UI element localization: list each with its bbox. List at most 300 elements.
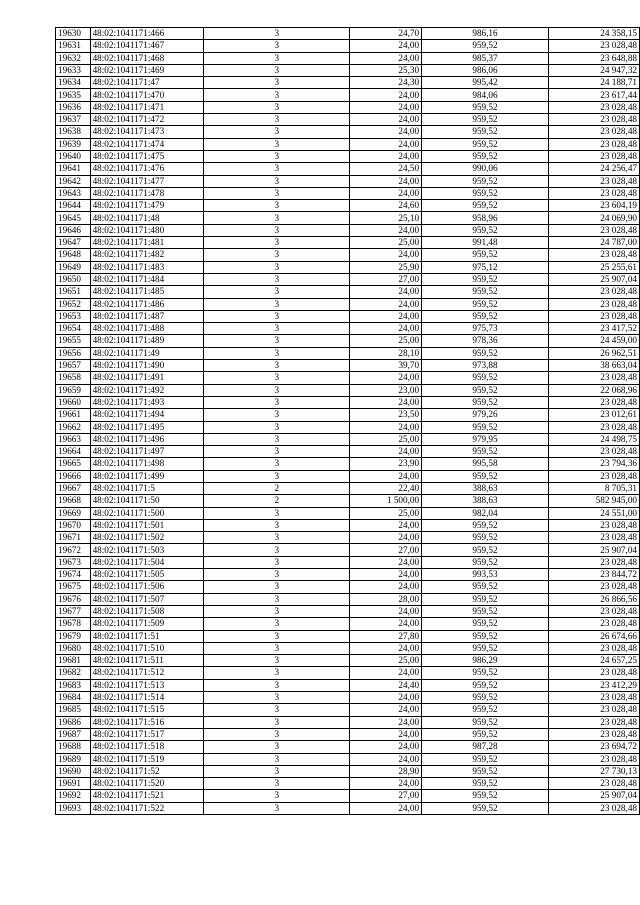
rate-cell: 959,52 <box>422 396 549 408</box>
value-cell: 25 907,04 <box>548 273 639 285</box>
cadastral-number-cell: 48:02:1041171:497 <box>90 446 204 458</box>
table-row <box>56 679 640 691</box>
cadastral-number-cell: 48:02:1041171:509 <box>90 618 204 630</box>
rate-cell: 959,52 <box>422 790 549 802</box>
value-cell: 23 694,72 <box>548 741 639 753</box>
table-row <box>56 237 640 249</box>
rate-cell: 959,52 <box>422 630 549 642</box>
cadastral-number-cell: 48:02:1041171:507 <box>90 593 204 605</box>
rate-cell: 959,52 <box>422 286 549 298</box>
row-number-cell: 19653 <box>56 310 91 322</box>
value-cell: 23 028,48 <box>548 310 639 322</box>
rate-cell: 959,52 <box>422 298 549 310</box>
row-number-cell: 19664 <box>56 446 91 458</box>
cadastral-number-cell: 48:02:1041171:500 <box>90 507 204 519</box>
rate-cell: 959,52 <box>422 175 549 187</box>
table-row <box>56 458 640 470</box>
category-cell: 3 <box>204 569 350 581</box>
table-row <box>56 347 640 359</box>
rate-cell: 959,52 <box>422 532 549 544</box>
rate-cell: 959,52 <box>422 273 549 285</box>
row-number-cell: 19677 <box>56 605 91 617</box>
rate-cell: 979,26 <box>422 409 549 421</box>
row-number-cell: 19661 <box>56 409 91 421</box>
area-cell: 24,00 <box>350 642 422 654</box>
rate-cell: 959,52 <box>422 593 549 605</box>
value-cell: 23 028,48 <box>548 581 639 593</box>
table-row <box>56 716 640 728</box>
category-cell: 3 <box>204 101 350 113</box>
category-cell: 3 <box>204 347 350 359</box>
cadastral-number-cell: 48:02:1041171:487 <box>90 310 204 322</box>
cadastral-number-cell: 48:02:1041171:488 <box>90 323 204 335</box>
area-cell: 39,70 <box>350 360 422 372</box>
cadastral-number-cell: 48:02:1041171:506 <box>90 581 204 593</box>
value-cell: 23 028,48 <box>548 470 639 482</box>
area-cell: 24,00 <box>350 249 422 261</box>
value-cell: 23 028,48 <box>548 716 639 728</box>
value-cell: 582 945,00 <box>548 495 639 507</box>
rate-cell: 995,58 <box>422 458 549 470</box>
cadastral-number-cell: 48:02:1041171:505 <box>90 569 204 581</box>
area-cell: 24,00 <box>350 778 422 790</box>
category-cell: 3 <box>204 519 350 531</box>
cadastral-number-cell: 48:02:1041171:490 <box>90 360 204 372</box>
category-cell: 3 <box>204 728 350 740</box>
cadastral-number-cell: 48:02:1041171:467 <box>90 40 204 52</box>
row-number-cell: 19655 <box>56 335 91 347</box>
value-cell: 24 358,15 <box>548 28 639 40</box>
area-cell: 24,00 <box>350 556 422 568</box>
rate-cell: 959,52 <box>422 249 549 261</box>
value-cell: 23 417,52 <box>548 323 639 335</box>
value-cell: 23 028,48 <box>548 138 639 150</box>
row-number-cell: 19690 <box>56 765 91 777</box>
table-row <box>56 642 640 654</box>
cadastral-number-cell: 48:02:1041171:51 <box>90 630 204 642</box>
row-number-cell: 19637 <box>56 114 91 126</box>
area-cell: 24,00 <box>350 126 422 138</box>
row-number-cell: 19686 <box>56 716 91 728</box>
rate-cell: 959,52 <box>422 310 549 322</box>
cadastral-number-cell: 48:02:1041171:474 <box>90 138 204 150</box>
cadastral-number-cell: 48:02:1041171:486 <box>90 298 204 310</box>
table-row <box>56 261 640 273</box>
rate-cell: 959,52 <box>422 114 549 126</box>
table-row <box>56 273 640 285</box>
area-cell: 24,00 <box>350 396 422 408</box>
rate-cell: 959,52 <box>422 470 549 482</box>
category-cell: 3 <box>204 273 350 285</box>
area-cell: 24,00 <box>350 618 422 630</box>
row-number-cell: 19660 <box>56 396 91 408</box>
value-cell: 23 028,48 <box>548 446 639 458</box>
cadastral-number-cell: 48:02:1041171:495 <box>90 421 204 433</box>
area-cell: 24,30 <box>350 77 422 89</box>
value-cell: 23 028,48 <box>548 396 639 408</box>
table-row <box>56 790 640 802</box>
area-cell: 23,50 <box>350 409 422 421</box>
category-cell: 3 <box>204 396 350 408</box>
area-cell: 24,50 <box>350 163 422 175</box>
rate-cell: 959,52 <box>422 519 549 531</box>
rate-cell: 959,52 <box>422 667 549 679</box>
table-row <box>56 692 640 704</box>
table-row <box>56 298 640 310</box>
table-row <box>56 335 640 347</box>
value-cell: 38 663,04 <box>548 360 639 372</box>
category-cell: 3 <box>204 237 350 249</box>
category-cell: 3 <box>204 175 350 187</box>
row-number-cell: 19674 <box>56 569 91 581</box>
cadastral-number-cell: 48:02:1041171:503 <box>90 544 204 556</box>
area-cell: 22,40 <box>350 482 422 494</box>
table-body <box>56 28 640 815</box>
area-cell: 28,10 <box>350 347 422 359</box>
rate-cell: 959,52 <box>422 605 549 617</box>
row-number-cell: 19648 <box>56 249 91 261</box>
table-row <box>56 175 640 187</box>
table-row <box>56 409 640 421</box>
category-cell: 3 <box>204 52 350 64</box>
table-row <box>56 249 640 261</box>
cadastral-number-cell: 48:02:1041171:482 <box>90 249 204 261</box>
category-cell: 3 <box>204 384 350 396</box>
area-cell: 27,80 <box>350 630 422 642</box>
cadastral-number-cell: 48:02:1041171:52 <box>90 765 204 777</box>
row-number-cell: 19654 <box>56 323 91 335</box>
category-cell: 3 <box>204 323 350 335</box>
area-cell: 25,30 <box>350 64 422 76</box>
area-cell: 24,00 <box>350 175 422 187</box>
category-cell: 3 <box>204 556 350 568</box>
value-cell: 23 028,48 <box>548 802 639 814</box>
category-cell: 3 <box>204 544 350 556</box>
cadastral-number-cell: 48:02:1041171:479 <box>90 200 204 212</box>
rate-cell: 959,52 <box>422 187 549 199</box>
cadastral-number-cell: 48:02:1041171:520 <box>90 778 204 790</box>
cadastral-number-cell: 48:02:1041171:481 <box>90 237 204 249</box>
category-cell: 3 <box>204 692 350 704</box>
area-cell: 24,00 <box>350 569 422 581</box>
table-row <box>56 126 640 138</box>
rate-cell: 978,36 <box>422 335 549 347</box>
value-cell: 24 498,75 <box>548 433 639 445</box>
table-row <box>56 433 640 445</box>
category-cell: 3 <box>204 802 350 814</box>
area-cell: 28,90 <box>350 765 422 777</box>
row-number-cell: 19670 <box>56 519 91 531</box>
value-cell: 25 907,04 <box>548 544 639 556</box>
area-cell: 27,00 <box>350 790 422 802</box>
category-cell: 3 <box>204 77 350 89</box>
row-number-cell: 19651 <box>56 286 91 298</box>
value-cell: 25 255,61 <box>548 261 639 273</box>
table-row <box>56 593 640 605</box>
area-cell: 24,00 <box>350 114 422 126</box>
row-number-cell: 19646 <box>56 224 91 236</box>
table-row <box>56 163 640 175</box>
cadastral-number-cell: 48:02:1041171:511 <box>90 655 204 667</box>
row-number-cell: 19685 <box>56 704 91 716</box>
value-cell: 23 028,48 <box>548 692 639 704</box>
category-cell: 3 <box>204 642 350 654</box>
cadastral-number-cell: 48:02:1041171:501 <box>90 519 204 531</box>
category-cell: 3 <box>204 433 350 445</box>
rate-cell: 973,88 <box>422 360 549 372</box>
value-cell: 24 657,25 <box>548 655 639 667</box>
value-cell: 24 947,32 <box>548 64 639 76</box>
cadastral-number-cell: 48:02:1041171:517 <box>90 728 204 740</box>
row-number-cell: 19676 <box>56 593 91 605</box>
rate-cell: 987,28 <box>422 741 549 753</box>
value-cell: 23 028,48 <box>548 114 639 126</box>
value-cell: 23 028,48 <box>548 101 639 113</box>
table-row <box>56 753 640 765</box>
area-cell: 27,00 <box>350 544 422 556</box>
rate-cell: 959,52 <box>422 642 549 654</box>
value-cell: 23 028,48 <box>548 150 639 162</box>
table-row <box>56 728 640 740</box>
table-row <box>56 667 640 679</box>
category-cell: 2 <box>204 482 350 494</box>
value-cell: 23 028,48 <box>548 667 639 679</box>
category-cell: 3 <box>204 224 350 236</box>
value-cell: 23 028,48 <box>548 249 639 261</box>
value-cell: 23 028,48 <box>548 224 639 236</box>
cadastral-number-cell: 48:02:1041171:512 <box>90 667 204 679</box>
rate-cell: 959,52 <box>422 384 549 396</box>
cadastral-number-cell: 48:02:1041171:468 <box>90 52 204 64</box>
table-row <box>56 187 640 199</box>
category-cell: 3 <box>204 741 350 753</box>
area-cell: 24,00 <box>350 704 422 716</box>
area-cell: 25,90 <box>350 261 422 273</box>
row-number-cell: 19666 <box>56 470 91 482</box>
category-cell: 3 <box>204 200 350 212</box>
area-cell: 24,00 <box>350 728 422 740</box>
table-row <box>56 372 640 384</box>
value-cell: 24 551,00 <box>548 507 639 519</box>
table-row <box>56 200 640 212</box>
rate-cell: 959,52 <box>422 138 549 150</box>
rate-cell: 975,73 <box>422 323 549 335</box>
cadastral-number-cell: 48:02:1041171:518 <box>90 741 204 753</box>
row-number-cell: 19640 <box>56 150 91 162</box>
area-cell: 24,00 <box>350 802 422 814</box>
cadastral-number-cell: 48:02:1041171:491 <box>90 372 204 384</box>
cadastral-number-cell: 48:02:1041171:496 <box>90 433 204 445</box>
category-cell: 3 <box>204 630 350 642</box>
cadastral-number-cell: 48:02:1041171:510 <box>90 642 204 654</box>
category-cell: 3 <box>204 261 350 273</box>
rate-cell: 959,52 <box>422 679 549 691</box>
table-row <box>56 89 640 101</box>
rate-cell: 982,04 <box>422 507 549 519</box>
value-cell: 23 028,48 <box>548 126 639 138</box>
area-cell: 24,00 <box>350 89 422 101</box>
area-cell: 23,00 <box>350 384 422 396</box>
row-number-cell: 19652 <box>56 298 91 310</box>
row-number-cell: 19663 <box>56 433 91 445</box>
table-row <box>56 384 640 396</box>
area-cell: 24,60 <box>350 200 422 212</box>
cadastral-number-cell: 48:02:1041171:476 <box>90 163 204 175</box>
row-number-cell: 19675 <box>56 581 91 593</box>
table-row <box>56 495 640 507</box>
rate-cell: 984,06 <box>422 89 549 101</box>
row-number-cell: 19667 <box>56 482 91 494</box>
value-cell: 23 028,48 <box>548 372 639 384</box>
cadastral-number-cell: 48:02:1041171:485 <box>90 286 204 298</box>
value-cell: 23 028,48 <box>548 642 639 654</box>
table-row <box>56 77 640 89</box>
row-number-cell: 19647 <box>56 237 91 249</box>
area-cell: 24,00 <box>350 372 422 384</box>
row-number-cell: 19665 <box>56 458 91 470</box>
cadastral-number-cell: 48:02:1041171:470 <box>90 89 204 101</box>
cadastral-number-cell: 48:02:1041171:498 <box>90 458 204 470</box>
area-cell: 24,00 <box>350 519 422 531</box>
category-cell: 3 <box>204 704 350 716</box>
row-number-cell: 19636 <box>56 101 91 113</box>
table-row <box>56 655 640 667</box>
area-cell: 25,00 <box>350 655 422 667</box>
value-cell: 23 648,88 <box>548 52 639 64</box>
category-cell: 3 <box>204 126 350 138</box>
cadastral-value-table <box>55 27 640 815</box>
table-row <box>56 778 640 790</box>
cadastral-number-cell: 48:02:1041171:471 <box>90 101 204 113</box>
table-row <box>56 446 640 458</box>
table-row <box>56 532 640 544</box>
cadastral-number-cell: 48:02:1041171:47 <box>90 77 204 89</box>
rate-cell: 388,63 <box>422 495 549 507</box>
category-cell: 3 <box>204 163 350 175</box>
table-row <box>56 618 640 630</box>
value-cell: 23 028,48 <box>548 728 639 740</box>
table-row <box>56 224 640 236</box>
row-number-cell: 19669 <box>56 507 91 519</box>
rate-cell: 986,29 <box>422 655 549 667</box>
cadastral-number-cell: 48:02:1041171:473 <box>90 126 204 138</box>
table-row <box>56 286 640 298</box>
value-cell: 23 028,48 <box>548 175 639 187</box>
value-cell: 23 012,61 <box>548 409 639 421</box>
row-number-cell: 19679 <box>56 630 91 642</box>
rate-cell: 959,52 <box>422 556 549 568</box>
row-number-cell: 19668 <box>56 495 91 507</box>
area-cell: 24,00 <box>350 470 422 482</box>
category-cell: 3 <box>204 114 350 126</box>
value-cell: 23 028,48 <box>548 618 639 630</box>
category-cell: 3 <box>204 446 350 458</box>
cadastral-number-cell: 48:02:1041171:516 <box>90 716 204 728</box>
category-cell: 3 <box>204 470 350 482</box>
row-number-cell: 19658 <box>56 372 91 384</box>
row-number-cell: 19634 <box>56 77 91 89</box>
rate-cell: 958,96 <box>422 212 549 224</box>
rate-cell: 388,63 <box>422 482 549 494</box>
category-cell: 3 <box>204 679 350 691</box>
row-number-cell: 19672 <box>56 544 91 556</box>
cadastral-number-cell: 48:02:1041171:478 <box>90 187 204 199</box>
area-cell: 24,00 <box>350 532 422 544</box>
cadastral-number-cell: 48:02:1041171:515 <box>90 704 204 716</box>
area-cell: 24,00 <box>350 446 422 458</box>
rate-cell: 959,52 <box>422 704 549 716</box>
cadastral-number-cell: 48:02:1041171:504 <box>90 556 204 568</box>
table-row <box>56 138 640 150</box>
row-number-cell: 19682 <box>56 667 91 679</box>
row-number-cell: 19630 <box>56 28 91 40</box>
value-cell: 23 844,72 <box>548 569 639 581</box>
rate-cell: 959,52 <box>422 126 549 138</box>
area-cell: 24,00 <box>350 52 422 64</box>
category-cell: 3 <box>204 286 350 298</box>
area-cell: 25,00 <box>350 335 422 347</box>
value-cell: 23 028,48 <box>548 421 639 433</box>
category-cell: 3 <box>204 605 350 617</box>
area-cell: 28,00 <box>350 593 422 605</box>
table-row <box>56 101 640 113</box>
value-cell: 27 730,13 <box>548 765 639 777</box>
cadastral-number-cell: 48:02:1041171:493 <box>90 396 204 408</box>
category-cell: 3 <box>204 298 350 310</box>
category-cell: 3 <box>204 187 350 199</box>
row-number-cell: 19671 <box>56 532 91 544</box>
table-row <box>56 765 640 777</box>
table-row <box>56 310 640 322</box>
table-row <box>56 544 640 556</box>
category-cell: 3 <box>204 150 350 162</box>
area-cell: 23,90 <box>350 458 422 470</box>
cadastral-number-cell: 48:02:1041171:480 <box>90 224 204 236</box>
row-number-cell: 19656 <box>56 347 91 359</box>
table-row <box>56 741 640 753</box>
cadastral-number-cell: 48:02:1041171:477 <box>90 175 204 187</box>
value-cell: 23 604,19 <box>548 200 639 212</box>
value-cell: 23 794,36 <box>548 458 639 470</box>
table-row <box>56 421 640 433</box>
row-number-cell: 19659 <box>56 384 91 396</box>
value-cell: 23 028,48 <box>548 298 639 310</box>
rate-cell: 959,52 <box>422 224 549 236</box>
rate-cell: 959,52 <box>422 421 549 433</box>
cadastral-number-cell: 48:02:1041171:484 <box>90 273 204 285</box>
value-cell: 23 028,48 <box>548 532 639 544</box>
table-row <box>56 704 640 716</box>
cadastral-number-cell: 48:02:1041171:489 <box>90 335 204 347</box>
rate-cell: 975,12 <box>422 261 549 273</box>
cadastral-number-cell: 48:02:1041171:514 <box>90 692 204 704</box>
cadastral-number-cell: 48:02:1041171:472 <box>90 114 204 126</box>
table-row <box>56 360 640 372</box>
row-number-cell: 19692 <box>56 790 91 802</box>
area-cell: 24,00 <box>350 692 422 704</box>
category-cell: 3 <box>204 89 350 101</box>
rate-cell: 959,52 <box>422 446 549 458</box>
rate-cell: 986,16 <box>422 28 549 40</box>
cadastral-number-cell: 48:02:1041171:5 <box>90 482 204 494</box>
table-row <box>56 507 640 519</box>
row-number-cell: 19683 <box>56 679 91 691</box>
value-cell: 23 412,29 <box>548 679 639 691</box>
category-cell: 3 <box>204 28 350 40</box>
row-number-cell: 19688 <box>56 741 91 753</box>
area-cell: 25,10 <box>350 212 422 224</box>
area-cell: 24,40 <box>350 679 422 691</box>
